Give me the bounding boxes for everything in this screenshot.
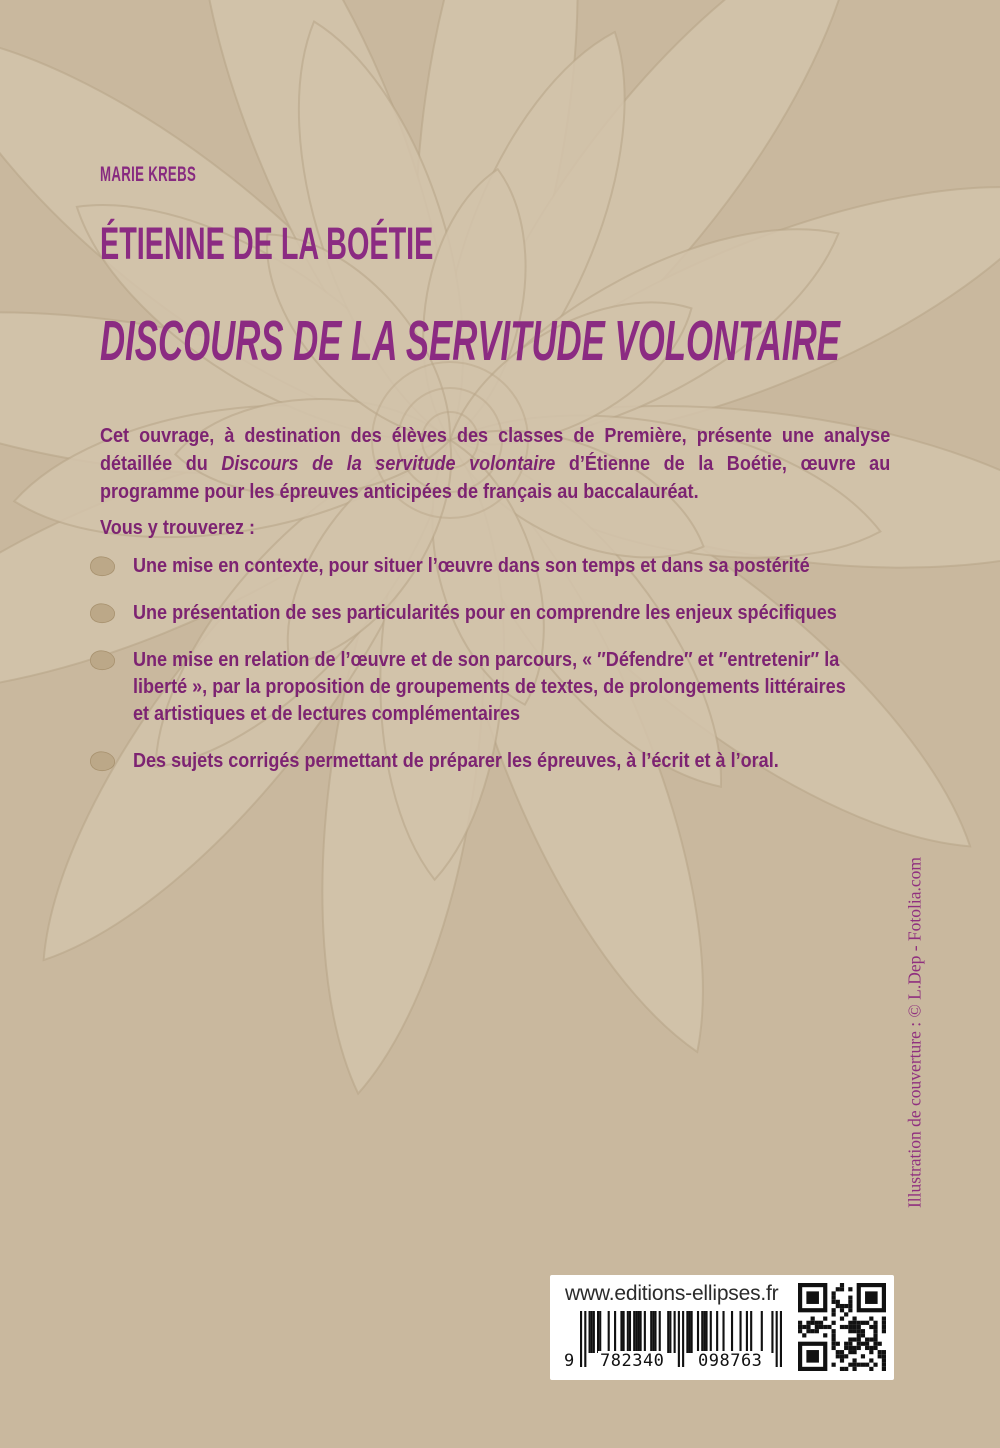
bullet-text: Des sujets corrigés permettant de préparer les épreuves, à l’écrit et à l’oral. <box>133 749 779 772</box>
intro-paragraph <box>100 422 890 506</box>
isbn-digit-lead: 9 <box>564 1351 575 1371</box>
intro-segment: Discours de la servitude volontaire <box>221 452 556 475</box>
bullet-text: Une présentation de ses particularités pour en comprendre les enjeux spécifiques <box>133 601 837 624</box>
book-title: DISCOURS DE LA SERVITUDE VOLONTAIRE <box>100 309 840 373</box>
bullet-text: Une mise en relation de l’œuvre et de son parcours, « ″Défendre″ et ″entretenir″ la liberté », par la proposition de groupements de textes, de prolongements littéraires et artistiques et de lectures complémentaires <box>133 648 846 725</box>
bullet-text: Une mise en contexte, pour situer l’œuvre dans son temps et dans sa postérité <box>133 554 810 577</box>
list-item <box>88 747 993 774</box>
isbn-panel <box>550 1275 894 1380</box>
list-item <box>88 599 993 626</box>
author-name: MARIE KREBS <box>100 163 197 186</box>
intro-segment: d’Étienne de la Boétie, œuvre au programme pour les épreuves anticipées de français au baccalauréat. <box>100 452 891 503</box>
leaf-bullet-icon <box>88 649 118 672</box>
list-item <box>88 646 993 727</box>
list-item <box>88 552 993 579</box>
leaf-bullet-icon <box>88 555 118 578</box>
list-intro: Vous y trouverez : <box>100 516 256 539</box>
isbn-digit-group-2: 098763 <box>698 1351 763 1371</box>
book-title-block <box>100 308 1000 374</box>
illustration-credit: Illustration de couverture : © L.Dep - Fotolia.com <box>904 856 925 1209</box>
intro-segment: Cet ouvrage, à destination des élèves des classes de Première, présente une analyse détaillée du <box>100 424 891 475</box>
book-author-name: ÉTIENNE DE LA BOÉTIE <box>100 218 434 269</box>
author-block <box>100 163 253 187</box>
bullet-list <box>88 552 993 794</box>
publisher-website: www.editions-ellipses.fr <box>565 1282 779 1305</box>
leaf-bullet-icon <box>88 602 118 625</box>
ean-13-barcode <box>560 1311 792 1375</box>
book-author-block <box>100 218 621 270</box>
leaf-bullet-icon <box>88 750 118 773</box>
qr-code-icon <box>798 1283 886 1371</box>
isbn-digit-group-1: 782340 <box>600 1351 665 1371</box>
